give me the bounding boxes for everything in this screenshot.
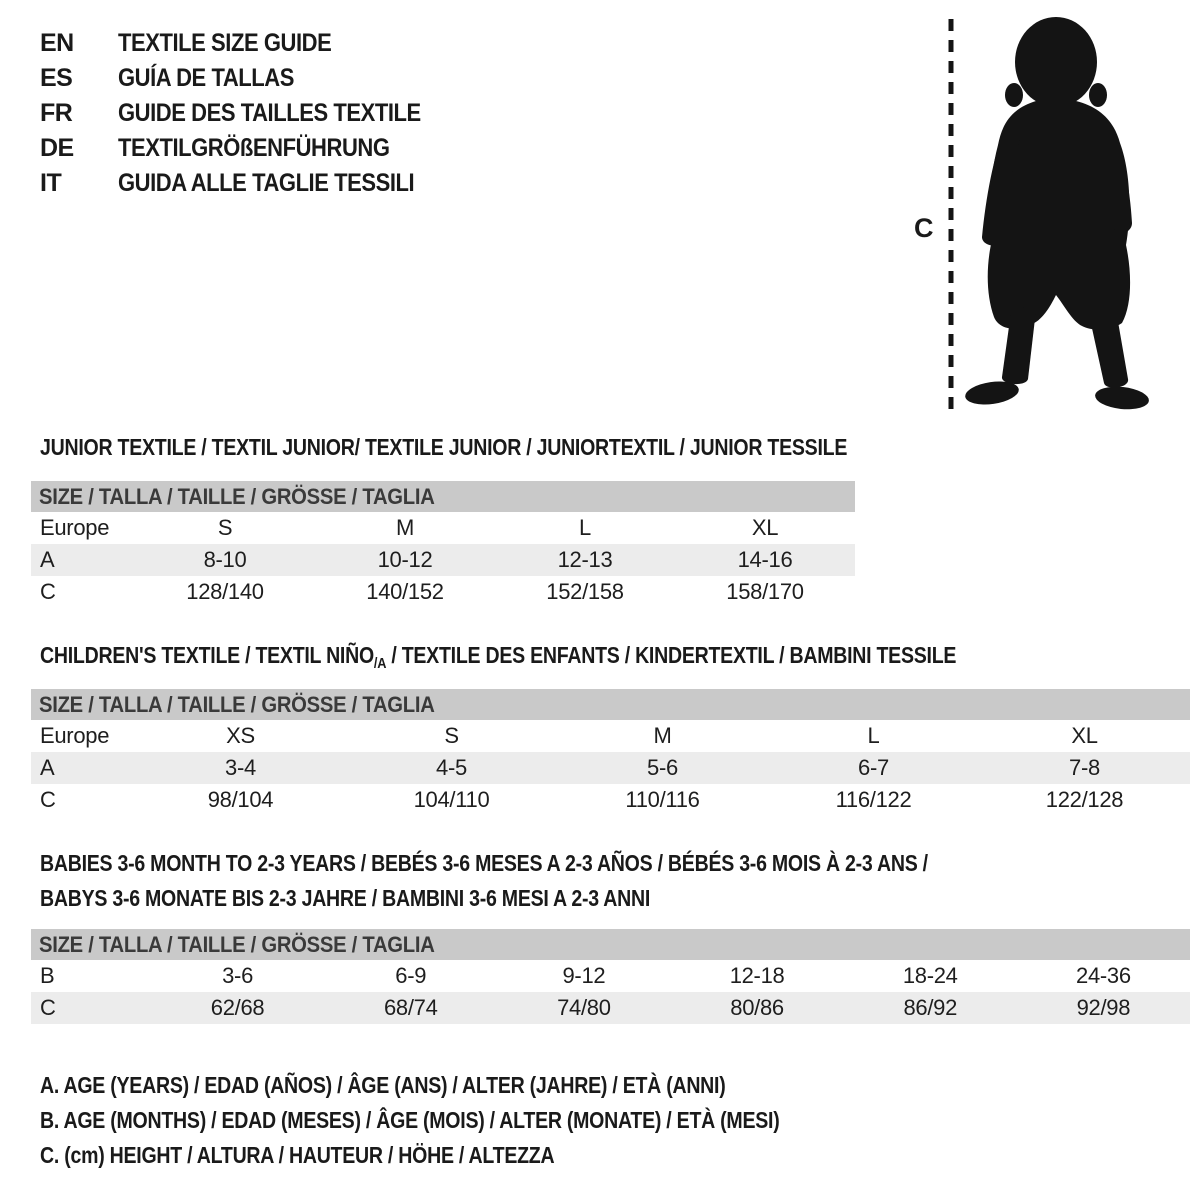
- babies-title-line1: BABIES 3-6 MONTH TO 2-3 YEARS / BEBÉS 3-6 MESES A 2-3 AÑOS / BÉBÉS 3-6 MOIS À 2-3 ANS /: [40, 850, 928, 876]
- babies-section-title: [40, 846, 928, 916]
- babies-title-line2: BABYS 3-6 MONATE BIS 2-3 JAHRE / BAMBINI 3-6 MESI A 2-3 ANNI: [40, 885, 651, 911]
- size-value-cell: XL: [751, 515, 779, 540]
- language-row-it: [40, 166, 462, 201]
- height-value-cell: 86/92: [903, 995, 958, 1020]
- language-title: TEXTILGRÖßENFÜHRUNG: [118, 134, 390, 162]
- babies-size-table: [31, 929, 1190, 1024]
- size-value-cell: XL: [1071, 723, 1098, 748]
- height-value-cell: 68/74: [383, 995, 438, 1020]
- row-label-cell: A: [40, 547, 55, 572]
- children-size-table: [31, 689, 1190, 816]
- age-value-cell: 9-12: [562, 963, 606, 988]
- language-code: DE: [40, 134, 74, 162]
- language-row-fr: [40, 96, 462, 131]
- size-header-text: SIZE / TALLA / TAILLE / GRÖSSE / TAGLIA: [39, 691, 435, 717]
- table-row-a: [31, 752, 1190, 784]
- size-value-cell: XS: [226, 723, 255, 748]
- toddler-figure: [890, 5, 1190, 423]
- height-value-cell: 128/140: [186, 579, 264, 604]
- size-header-bar: [31, 481, 855, 512]
- row-label-cell: C: [40, 579, 56, 604]
- height-value-cell: 116/122: [835, 787, 912, 812]
- size-header-bar: [31, 929, 1190, 960]
- children-title-post: / TEXTILE DES ENFANTS / KINDERTEXTIL / BAMBINI TESSILE: [386, 642, 957, 668]
- age-value-cell: 12-13: [557, 547, 613, 572]
- height-value-cell: 110/116: [625, 787, 700, 812]
- age-value-cell: 5-6: [647, 755, 678, 780]
- height-measure-label-c: C: [914, 213, 934, 243]
- size-value-cell: M: [395, 515, 415, 540]
- children-section-title: [40, 642, 956, 672]
- language-title-list: [40, 26, 462, 201]
- age-value-cell: 18-24: [902, 963, 958, 988]
- language-title: GUIDA ALLE TAGLIE TESSILI: [118, 169, 415, 197]
- height-value-cell: 62/68: [210, 995, 265, 1020]
- age-value-cell: 6-9: [395, 963, 427, 988]
- junior-size-table: [31, 481, 855, 608]
- language-code: FR: [40, 99, 73, 127]
- height-value-cell: 80/86: [730, 995, 784, 1020]
- legend-line-c: C. (cm) HEIGHT / ALTURA / HAUTEUR / HÖHE / ALTEZZA: [40, 1142, 555, 1168]
- height-value-cell: 98/104: [207, 787, 274, 812]
- height-value-cell: 158/170: [726, 579, 804, 604]
- table-row-europe: [31, 512, 855, 544]
- legend-line-b: B. AGE (MONTHS) / EDAD (MESES) / ÂGE (MOIS) / ALTER (MONATE) / ETÀ (MESI): [40, 1107, 780, 1133]
- toddler-figure-graphic: [890, 5, 1190, 423]
- size-value-cell: L: [867, 723, 880, 748]
- size-value-cell: M: [653, 723, 672, 748]
- legend-line-a: A. AGE (YEARS) / EDAD (AÑOS) / ÂGE (ANS) / ALTER (JAHRE) / ETÀ (ANNI): [40, 1072, 726, 1098]
- language-title: TEXTILE SIZE GUIDE: [118, 29, 332, 57]
- language-row-en: [40, 26, 462, 61]
- junior-section-title: JUNIOR TEXTILE / TEXTIL JUNIOR/ TEXTILE JUNIOR / JUNIORTEXTIL / JUNIOR TESSILE: [40, 434, 848, 460]
- measure-legend: [40, 1068, 910, 1173]
- height-value-cell: 140/152: [366, 579, 444, 604]
- age-value-cell: 3-4: [225, 755, 256, 780]
- table-row-a: [31, 544, 855, 576]
- table-row-c: [31, 784, 1190, 816]
- language-row-es: [40, 61, 462, 96]
- age-value-cell: 8-10: [203, 547, 247, 572]
- children-title-pre: CHILDREN'S TEXTILE / TEXTIL NIÑO: [40, 642, 374, 668]
- age-value-cell: 7-8: [1069, 755, 1100, 780]
- language-code: ES: [40, 64, 73, 92]
- age-value-cell: 6-7: [858, 755, 889, 780]
- size-value-cell: L: [579, 515, 591, 540]
- row-label-cell: C: [40, 995, 56, 1020]
- height-value-cell: 152/158: [546, 579, 624, 604]
- table-row-b: [31, 960, 1190, 992]
- row-label-cell: C: [40, 787, 56, 812]
- row-label-cell: Europe: [40, 723, 110, 748]
- row-label-cell: B: [40, 963, 55, 988]
- table-row-c: [31, 576, 855, 608]
- size-value-cell: S: [217, 515, 233, 540]
- height-value-cell: 74/80: [557, 995, 611, 1020]
- language-code: EN: [40, 29, 74, 57]
- table-row-europe: [31, 720, 1190, 752]
- age-value-cell: 4-5: [436, 755, 467, 780]
- language-code: IT: [40, 169, 62, 197]
- language-title: GUIDE DES TAILLES TEXTILE: [118, 99, 421, 127]
- row-label-cell: A: [40, 755, 55, 780]
- age-value-cell: 10-12: [377, 547, 433, 572]
- height-value-cell: 122/128: [1045, 787, 1124, 812]
- age-value-cell: 12-18: [729, 963, 785, 988]
- language-title: GUÍA DE TALLAS: [118, 64, 294, 92]
- size-header-text: SIZE / TALLA / TAILLE / GRÖSSE / TAGLIA: [39, 931, 435, 957]
- size-header-bar: [31, 689, 1190, 720]
- toddler-silhouette: [964, 17, 1150, 412]
- row-label-cell: Europe: [40, 515, 110, 540]
- size-value-cell: S: [444, 723, 459, 748]
- age-value-cell: 24-36: [1076, 963, 1131, 988]
- height-value-cell: 92/98: [1076, 995, 1131, 1020]
- table-row-c: [31, 992, 1190, 1024]
- language-row-de: [40, 131, 462, 166]
- age-value-cell: 3-6: [222, 963, 254, 988]
- size-header-text: SIZE / TALLA / TAILLE / GRÖSSE / TAGLIA: [39, 483, 435, 509]
- age-value-cell: 14-16: [737, 547, 793, 572]
- height-value-cell: 104/110: [413, 787, 490, 812]
- children-title-sub: /A: [373, 655, 387, 672]
